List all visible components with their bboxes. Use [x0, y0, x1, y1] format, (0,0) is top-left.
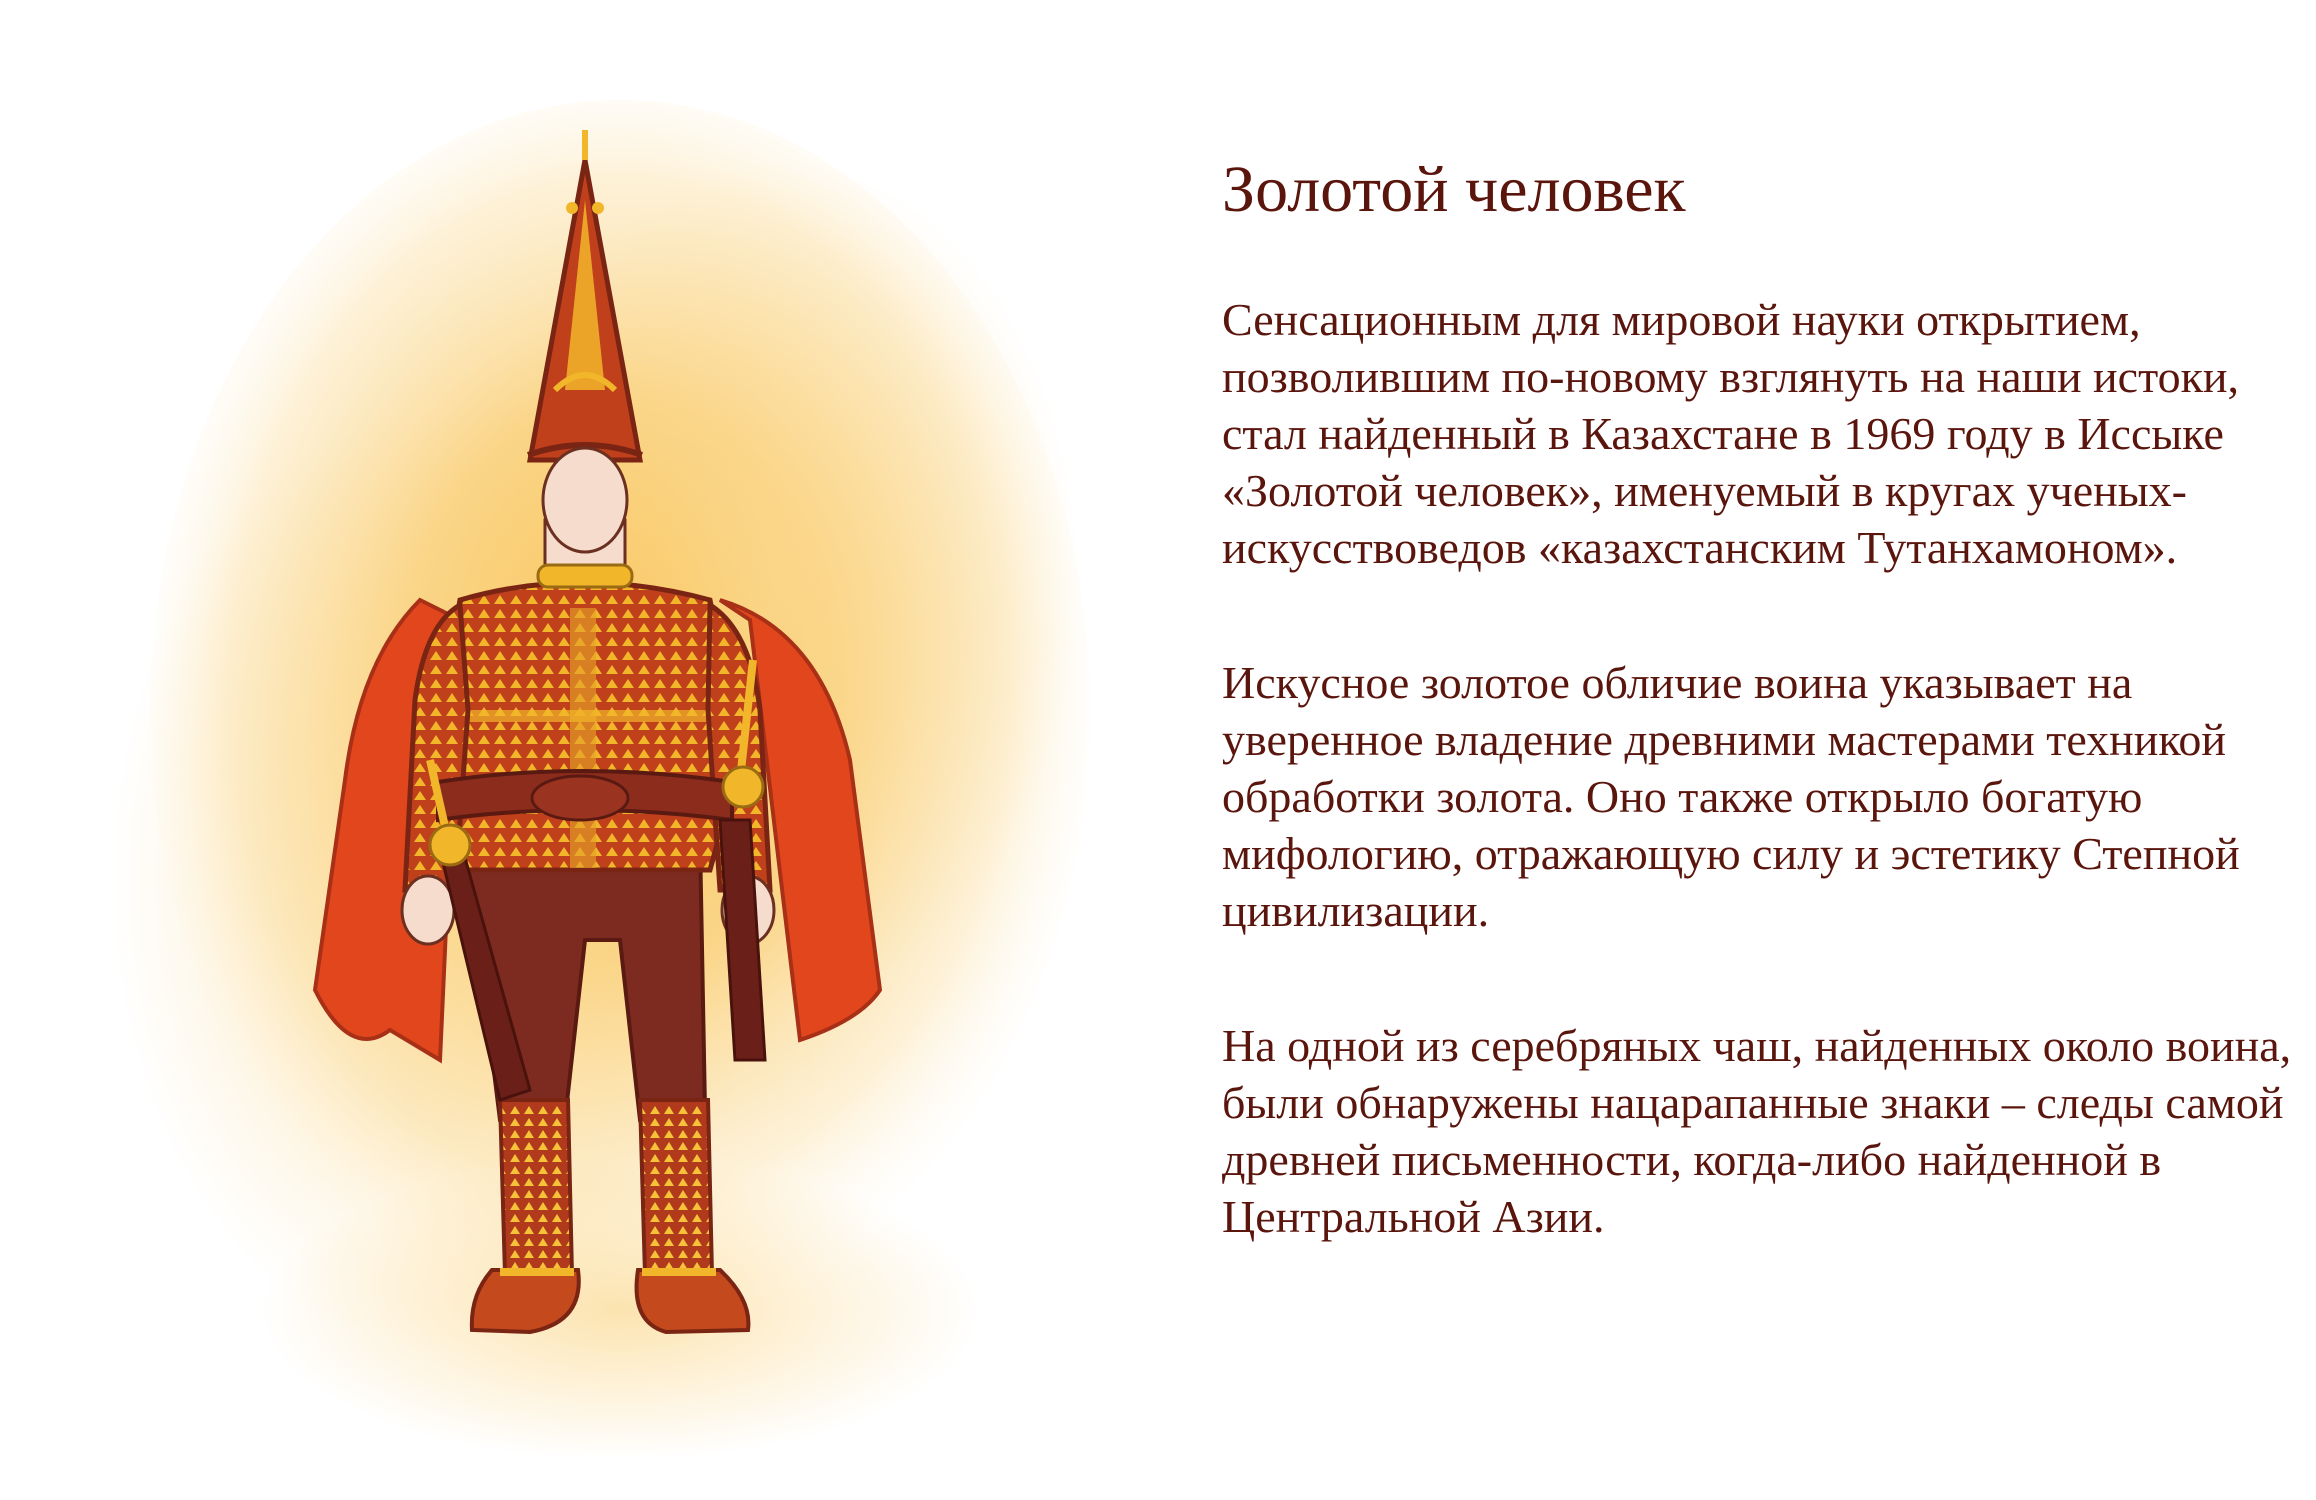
article-paragraph: Искусное золотое обличие воина указывает на уверенное владение древними мастерами техникой обработки золота. Оно также открыло богатую мифологию, отражающую силу и эстетику Степной цивилизации. [1222, 657, 2240, 937]
face [543, 448, 627, 552]
golden-man-illustration [60, 60, 1240, 1480]
article-paragraph: Сенсационным для мировой науки открытием, позволившим по-новому взглянуть на наши истоки, стал найденный в Казахстане в 1969 году в Иссыке «Золотой человек», именуемый в кругах ученых-искусствоведов «казахстанским Тутанхамоном». [1222, 294, 2240, 574]
belt [438, 771, 732, 820]
tunic [430, 583, 740, 871]
article-panel [1222, 150, 2292, 1323]
article-paragraph: На одной из серебряных чаш, найденных около воина, были обнаружены нацарапанные знаки – следы самой древней письменности, когда-либо найденной в Центральной Азии. [1222, 1020, 2292, 1243]
article-title: Золотой человек [1222, 153, 1686, 226]
